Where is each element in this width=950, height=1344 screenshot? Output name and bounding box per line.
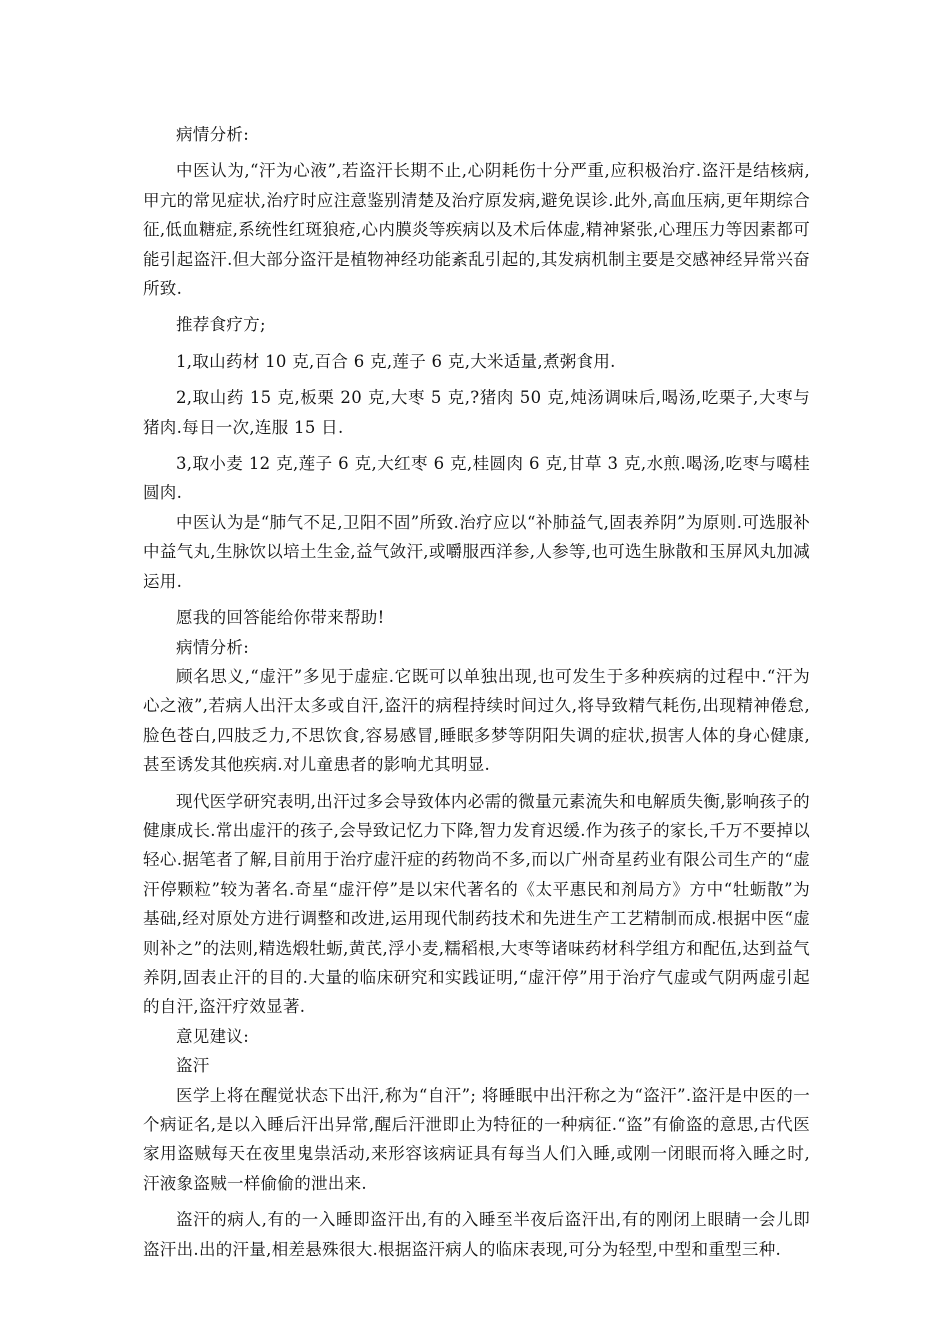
heading-night-sweat: 盗汗 (176, 1056, 210, 1076)
heading-advice: 意见建议: (176, 1026, 250, 1046)
paragraph-lung-qi: 中医认为是“肺气不足,卫阳不固”所致.治疗应以“补肺益气,固表养阴”为原则.可选服补中益气丸,生脉饮以培土生金,益气敛汗,或嚼服西洋参,人参等,也可选生脉散和玉屏风丸加减运用. (143, 512, 810, 591)
paragraph-deficiency-sweat: 顾名思义,“虚汗”多见于虚症.它既可以单独出现,也可发生于多种疾病的过程中.“汗为心之液”,若病人出汗太多或自汗,盗汗的病程持续时间过久,将导致精气耗伤,出现精神倦怠,脸色苍白,四肢乏力,不思饮食,容易感冒,睡眠多梦等阴阳失调的症状,损害人体的身心健康,甚至诱发其他疾病.对儿童患者的影响尤其明显. (143, 666, 810, 775)
paragraph-wish-help: 愿我的回答能给你带来帮助! (176, 608, 385, 628)
heading-condition-analysis-1: 病情分析: (176, 125, 250, 144)
recipe-3: 3,取小麦 12 克,莲子 6 克,大红枣 6 克,桂圆肉 6 克,甘草 3 克,水煎.喝汤,吃枣与噶桂圆肉. (143, 454, 810, 503)
paragraph-night-sweat-definition: 医学上将在醒觉状态下出汗,称为“自汗”; 将睡眠中出汗称之为“盗汗”.盗汗是中医的一个病证名,是以入睡后汗出异常,醒后汗泄即止为特征的一种病征.“盗”有偷盗的意思,古代医家用盗贼每天在夜里鬼祟活动,来形容该病证具有每当人们入睡,或刚一闭眼而将入睡之时,汗液象盗贼一样偷偷的泄出来. (143, 1085, 810, 1193)
paragraph-night-sweat-types: 盗汗的病人,有的一入睡即盗汗出,有的入睡至半夜后盗汗出,有的刚闭上眼睛一会儿即盗汗出.出的汗量,相差悬殊很大.根据盗汗病人的临床表现,可分为轻型,中型和重型三种. (143, 1210, 810, 1259)
recipe-1: 1,取山药材 10 克,百合 6 克,莲子 6 克,大米适量,煮粥食用. (176, 351, 616, 371)
heading-recommended-diet: 推荐食疗方; (176, 315, 266, 335)
paragraph-tcm-sweat-heart: 中医认为,“汗为心液”,若盗汗长期不止,心阴耗伤十分严重,应积极治疗.盗汗是结核病,甲亢的常见症状,治疗时应注意鉴别清楚及治疗原发病,避免误诊.此外,高血压病,更年期综合征,低血糖症,系统性红斑狼疮,心内膜炎等疾病以及术后体虚,精神紧张,心理压力等因素都可能引起盗汗.但大部分盗汗是植物神经功能紊乱引起的,其发病机制主要是交感神经异常兴奋所致. (143, 161, 810, 299)
paragraph-modern-medicine: 现代医学研究表明,出汗过多会导致体内必需的微量元素流失和电解质失衡,影响孩子的健康成长.常出虚汗的孩子,会导致记忆力下降,智力发育迟缓.作为孩子的家长,千万不要掉以轻心.据笔者了解,目前用于治疗虚汗症的药物尚不多,而以广州奇星药业有限公司生产的“虚汗停颗粒”较为著名.奇星“虚汗停”是以宋代著名的《太平惠民和剂局方》方中“牡蛎散”为基础,经对原处方进行调整和改进,运用现代制药技术和先进生产工艺精制而成.根据中医“虚则补之”的法则,精选煅牡蛎,黄芪,浮小麦,糯稻根,大枣等诸味药材科学组方和配伍,达到益气养阴,固表止汗的目的.大量的临床研究和实践证明,“虚汗停”用于治疗气虚或气阴两虚引起的自汗,盗汗疗效显著. (143, 791, 810, 1017)
recipe-2: 2,取山药 15 克,板栗 20 克,大枣 5 克,?猪肉 50 克,炖汤调味后,喝汤,吃栗子,大枣与猪肉.每日一次,连服 15 日. (143, 388, 810, 437)
heading-condition-analysis-2: 病情分析: (176, 637, 250, 657)
